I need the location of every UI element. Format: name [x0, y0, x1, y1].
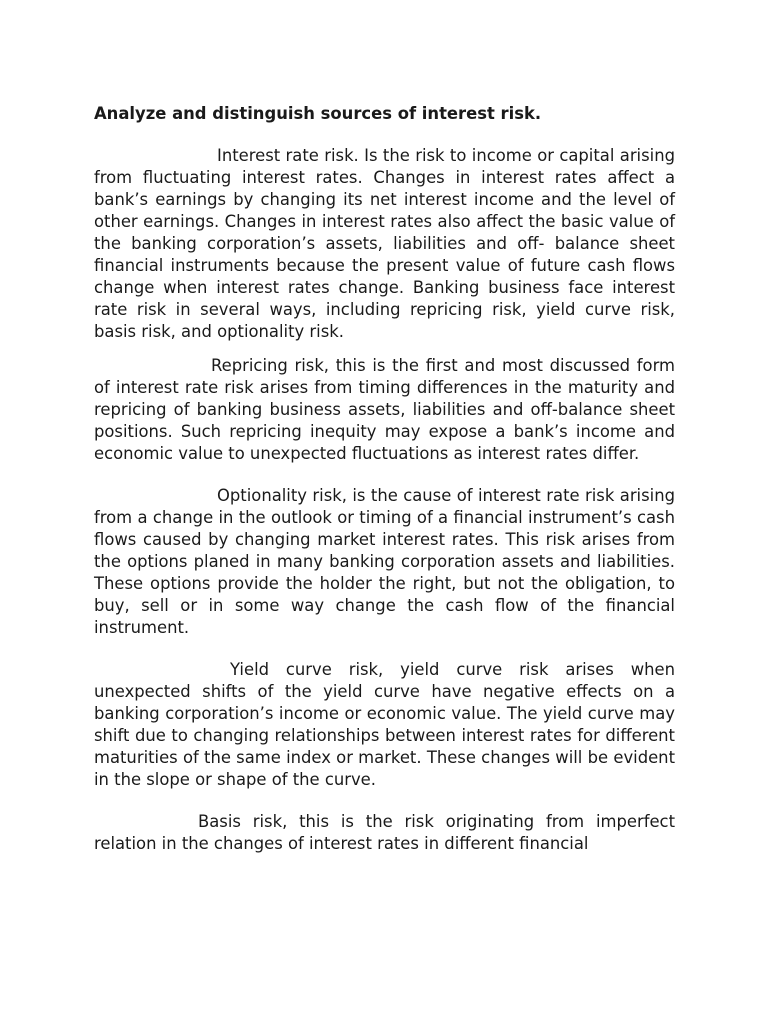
document-title: Analyze and distinguish sources of interest risk. [94, 104, 542, 123]
paragraph-text: Optionality risk, is the cause of interest rate risk arising from a change in the outlook or timing of a financial instrument’s cash flows caused by changing market interest rates. This risk arises from the options planed in many banking corporation assets and liabilities. These options provide the holder the right, but not the obligation, to buy, sell or in some way change the cash flow of the financial instrument. [94, 486, 675, 637]
paragraph-optionality-risk [94, 485, 675, 639]
paragraph-text: Basis risk, this is the risk originating from imperfect relation in the changes of interest rates in different financial [94, 812, 675, 853]
paragraph-text: Interest rate risk. Is the risk to income or capital arising from fluctuating interest rates. Changes in interest rates affect a bank’s earnings by changing its net interest income and the level of other earnings. Changes in interest rates also affect the basic value of the banking corporation’s assets, liabilities and off- balance sheet financial instruments because the present value of future cash flows change when interest rates change. Banking business face interest rate risk in several ways, including repricing risk, yield curve risk, basis risk, and optionality risk. [94, 146, 675, 341]
paragraph-text: Repricing risk, this is the first and most discussed form of interest rate risk arises from timing differences in the maturity and repricing of banking business assets, liabilities and off-balance sheet positions. Such repricing inequity may expose a bank’s income and economic value to unexpected fluctuations as interest rates differ. [94, 356, 675, 463]
paragraph-text: Yield curve risk, yield curve risk arises when unexpected shifts of the yield curve have negative effects on a banking corporation’s income or economic value. The yield curve may shift due to changing relationships between interest rates for different maturities of the same index or market. These changes will be evident in the slope or shape of the curve. [94, 660, 675, 789]
paragraph-repricing-risk [94, 355, 675, 465]
paragraph-interest-rate-risk [94, 145, 675, 343]
document-body [94, 103, 675, 855]
paragraph-yield-curve-risk [94, 659, 675, 791]
paragraph-basis-risk [94, 811, 675, 855]
